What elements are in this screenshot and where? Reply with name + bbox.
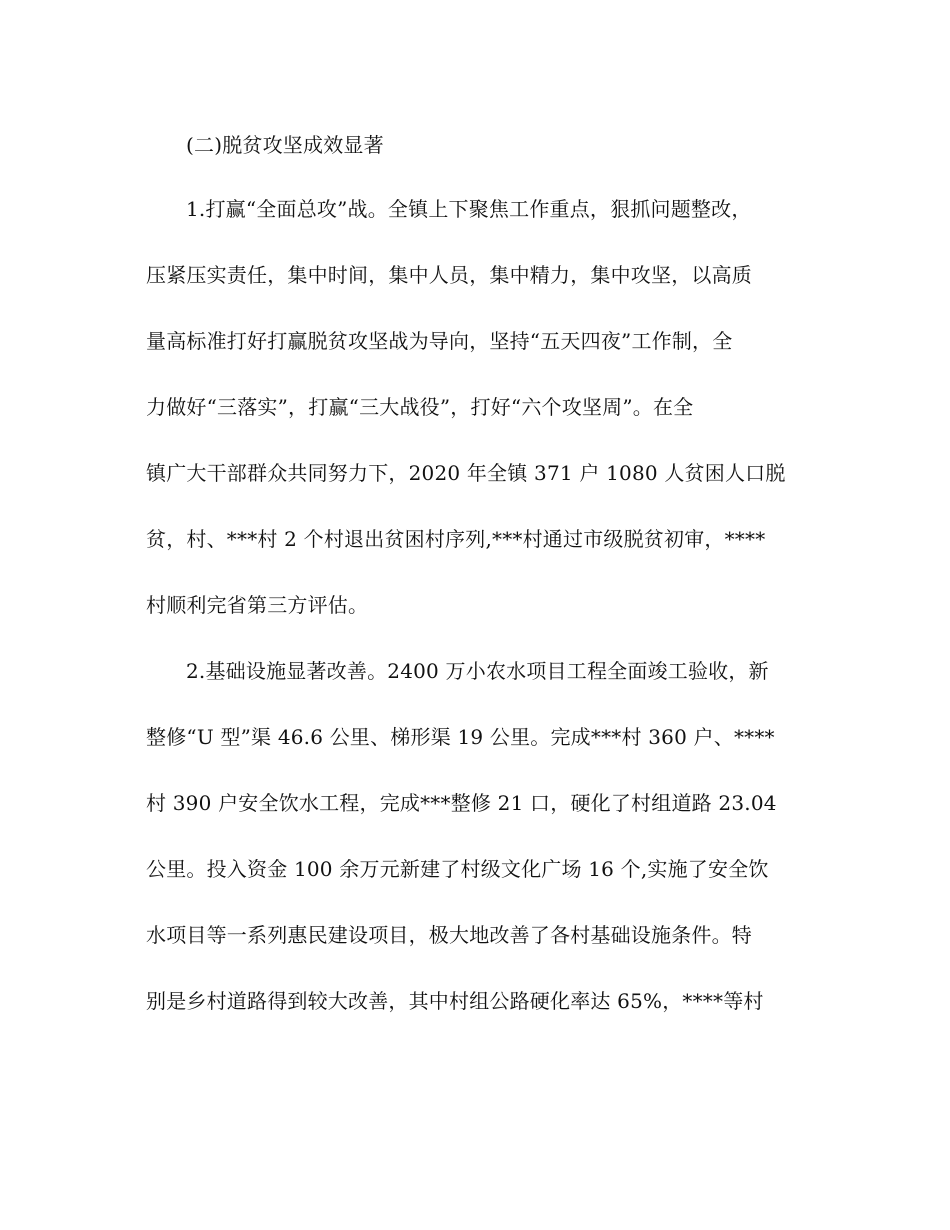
paragraph-line: 村顺利完省第三方评估。 [146,593,369,617]
paragraph-line: 别是乡村道路得到较大改善，其中村组公路硬化率达 65%，****等村 [146,989,764,1013]
paragraph-line: 整修“U 型”渠 46.6 公里、梯形渠 19 公里。完成***村 360 户、**** [146,725,775,749]
paragraph-line: 2.基础设施显著改善。2400 万小农水项目工程全面竣工验收，新 [186,659,769,683]
paragraph-line: 村 390 户安全饮水工程，完成***整修 21 口，硬化了村组道路 23.04 [146,791,777,815]
paragraph-line: 贫，村、***村 2 个村退出贫困村序列,***村通过市级脱贫初审，**** [146,527,766,551]
paragraph-line: 镇广大干部群众共同努力下，2020 年全镇 371 户 1080 人贫困人口脱 [146,461,786,485]
paragraph-line: 1.打赢“全面总攻”战。全镇上下聚焦工作重点，狠抓问题整改， [186,197,752,221]
paragraph-line: 量高标准打好打赢脱贫攻坚战为导向，坚持“五天四夜”工作制，全 [146,329,733,353]
paragraph-line: 压紧压实责任，集中时间，集中人员，集中精力，集中攻坚，以高质 [146,263,752,287]
section-heading: (二)脱贫攻坚成效显著 [186,133,384,157]
paragraph-line: 力做好“三落实”，打赢“三大战役”，打好“六个攻坚周”。在全 [146,395,694,419]
paragraph-line: 公里。投入资金 100 余万元新建了村级文化广场 16 个,实施了安全饮 [146,857,769,881]
paragraph-line: 水项目等一系列惠民建设项目，极大地改善了各村基础设施条件。特 [146,923,752,947]
